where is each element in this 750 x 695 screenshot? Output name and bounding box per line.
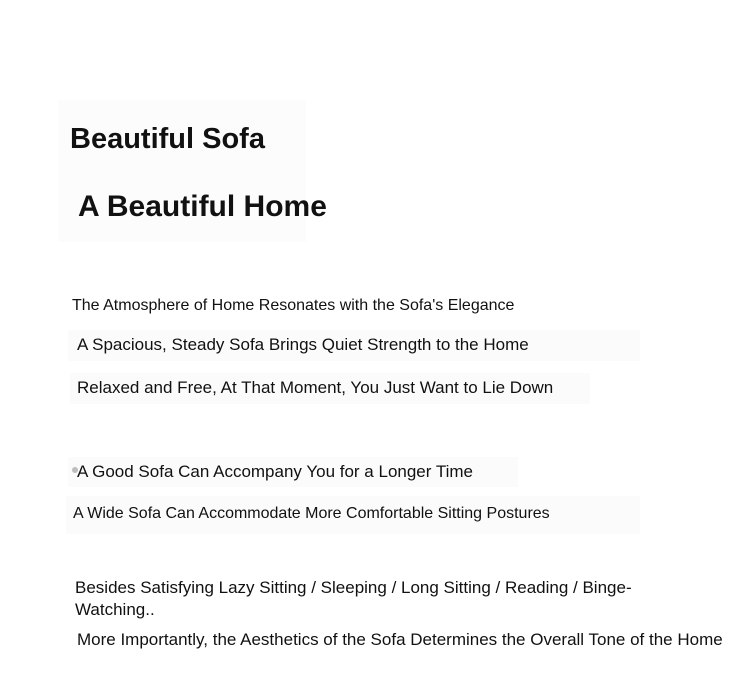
spacious-line: A Spacious, Steady Sofa Brings Quiet Strength to the Home [77,335,529,354]
besides-line: Besides Satisfying Lazy Sitting / Sleeping / Long Sitting / Reading / Binge-Watching.. [75,578,632,619]
atmosphere-line: The Atmosphere of Home Resonates with the Sofa's Elegance [72,297,515,314]
page-subtitle: A Beautiful Home [78,190,327,223]
wide-sofa-line: A Wide Sofa Can Accommodate More Comfortable Sitting Postures [73,505,550,522]
good-sofa-line: A Good Sofa Can Accompany You for a Longer Time [77,462,473,481]
aesthetics-line: More Importantly, the Aesthetics of the Sofa Determines the Overall Tone of the Home [77,630,723,649]
page-title: Beautiful Sofa [70,123,265,155]
relaxed-line: Relaxed and Free, At That Moment, You Just Want to Lie Down [77,378,554,397]
